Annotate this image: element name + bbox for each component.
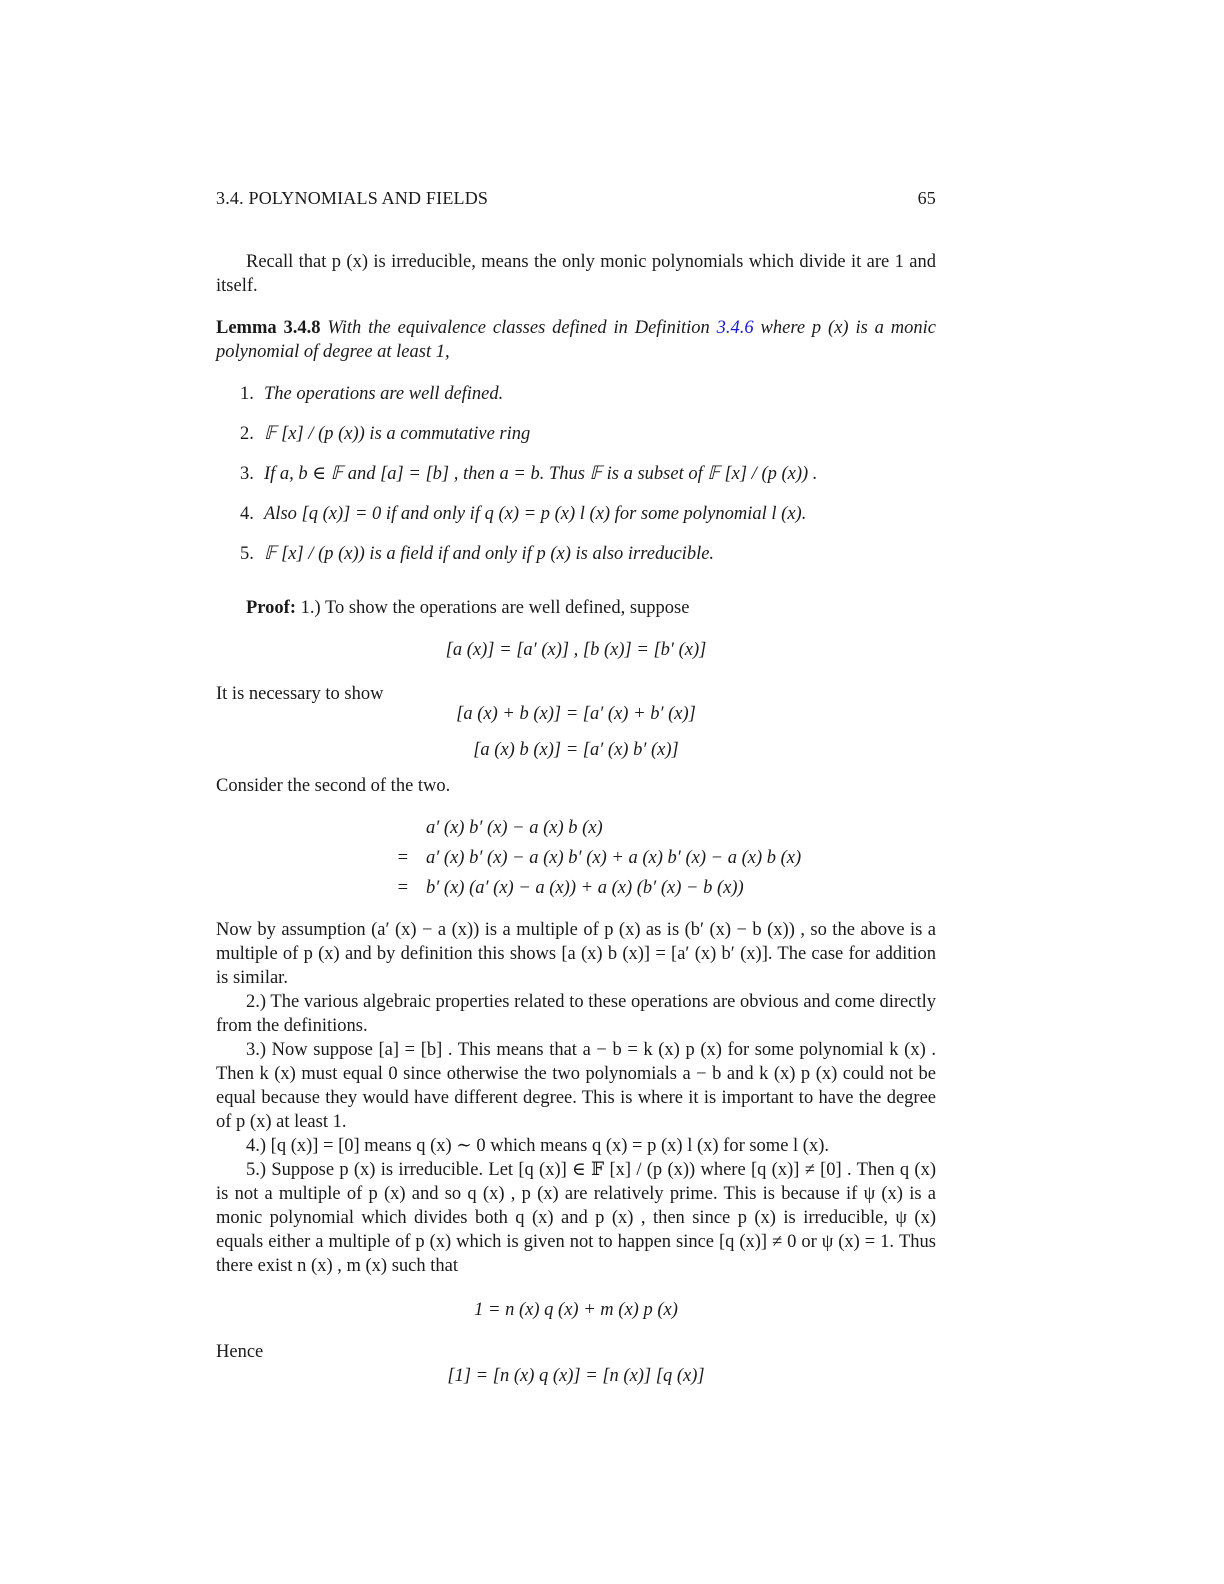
equation-2-line: [a (x) + b (x)] = [a′ (x) + b′ (x)] [456,704,696,724]
paragraph-4: 4.) [q (x)] = [0] means q (x) ∼ 0 which means q (x) = p (x) l (x) for some l (x). [246,1136,829,1156]
page [216,186,936,1388]
consider-text: Consider the second of the two. [216,776,451,796]
lemma-item: 3. If a, b ∈ 𝔽 and [a] = [b] , then a = b. Thus 𝔽 is a subset of 𝔽 [x] / (p (x)) . [240,464,818,484]
equation-3: 1 = n (x) q (x) + m (x) p (x) [474,1300,678,1320]
paragraph-now: Now by assumption (a′ (x) − a (x)) is a multiple of p (x) as is (b′ (x) − b (x)) , so the above is a multiple of p (x) and by definition this shows [a (x) b (x)] = [a′ (x) b′ (x)]. The case for addition is similar. [216,920,936,988]
equation-1: [a (x)] = [a′ (x)] , [b (x)] = [b′ (x)] [445,640,707,660]
definition-link[interactable]: 3.4.6 [716,318,754,338]
hence-text: Hence [216,1342,264,1362]
section-title: 3.4. POLYNOMIALS AND FIELDS [216,188,489,208]
lemma-statement [216,316,936,364]
lemma-text-before: With the equivalence classes defined in Definition [327,318,710,338]
lemma-items [216,382,936,582]
proof-start [216,596,936,620]
aligned-row: a′ (x) b′ (x) − a (x) b (x) [426,818,603,838]
equation-4: [1] = [n (x) q (x)] = [n (x)] [q (x)] [447,1366,705,1386]
lemma-label: Lemma 3.4.8 [216,318,321,338]
running-header [216,186,936,210]
aligned-equations [216,816,936,906]
aligned-row: = a′ (x) b′ (x) − a (x) b′ (x) + a (x) b′ (x) − a (x) b (x) [397,848,802,868]
necessary-text: It is necessary to show [216,684,384,704]
lemma-item: 5. 𝔽 [x] / (p (x)) is a field if and only if p (x) is also irreducible. [240,544,715,564]
paragraph-5: 5.) Suppose p (x) is irreducible. Let [q (x)] ∈ 𝔽 [x] / (p (x)) where [q (x)] ≠ [0] . Then q (x) is not a multiple of p (x) and so q (x) , p (x) are relatively prime. This is because if ψ (x) is a monic polynomial which divides both q (x) and p (x) , then since p (x) is irreducible, ψ (x) equals either a multiple of p (x) which is given not to happen since [q (x)] ≠ 0 or ψ (x) = 1. Thus there exist n (x) , m (x) such that [216,1160,936,1276]
proof-label: Proof: [246,598,296,618]
proof-text: 1.) To show the operations are well defined, suppose [300,598,690,618]
paragraph-2: 2.) The various algebraic properties related to these operations are obvious and come directly from the definitions. [216,992,936,1036]
lemma-item: 4. Also [q (x)] = 0 if and only if q (x) = p (x) l (x) for some polynomial l (x). [240,504,807,524]
lemma-item: 2. 𝔽 [x] / (p (x)) is a commutative ring [240,424,531,444]
aligned-row: = b′ (x) (a′ (x) − a (x)) + a (x) (b′ (x) − b (x)) [397,878,744,898]
equation-2 [216,702,936,774]
page-number: 65 [917,188,936,208]
lemma-text-after: where p (x) is a monic polynomial of degree at least 1, [216,318,936,362]
paragraph-3: 3.) Now suppose [a] = [b] . This means that a − b = k (x) p (x) for some polynomial k (x) . Then k (x) must equal 0 since otherwise the two polynomials a − b and k (x) p (x) could not be equal because they would have different degree. This is where it is important to have the degree of p (x) at least 1. [216,1040,936,1132]
equation-2-line: [a (x) b (x)] = [a′ (x) b′ (x)] [473,740,679,760]
lemma-item: 1. The operations are well defined. [240,384,504,404]
intro-paragraph: Recall that p (x) is irreducible, means the only monic polynomials which divide it are 1 and itself. [216,252,936,296]
